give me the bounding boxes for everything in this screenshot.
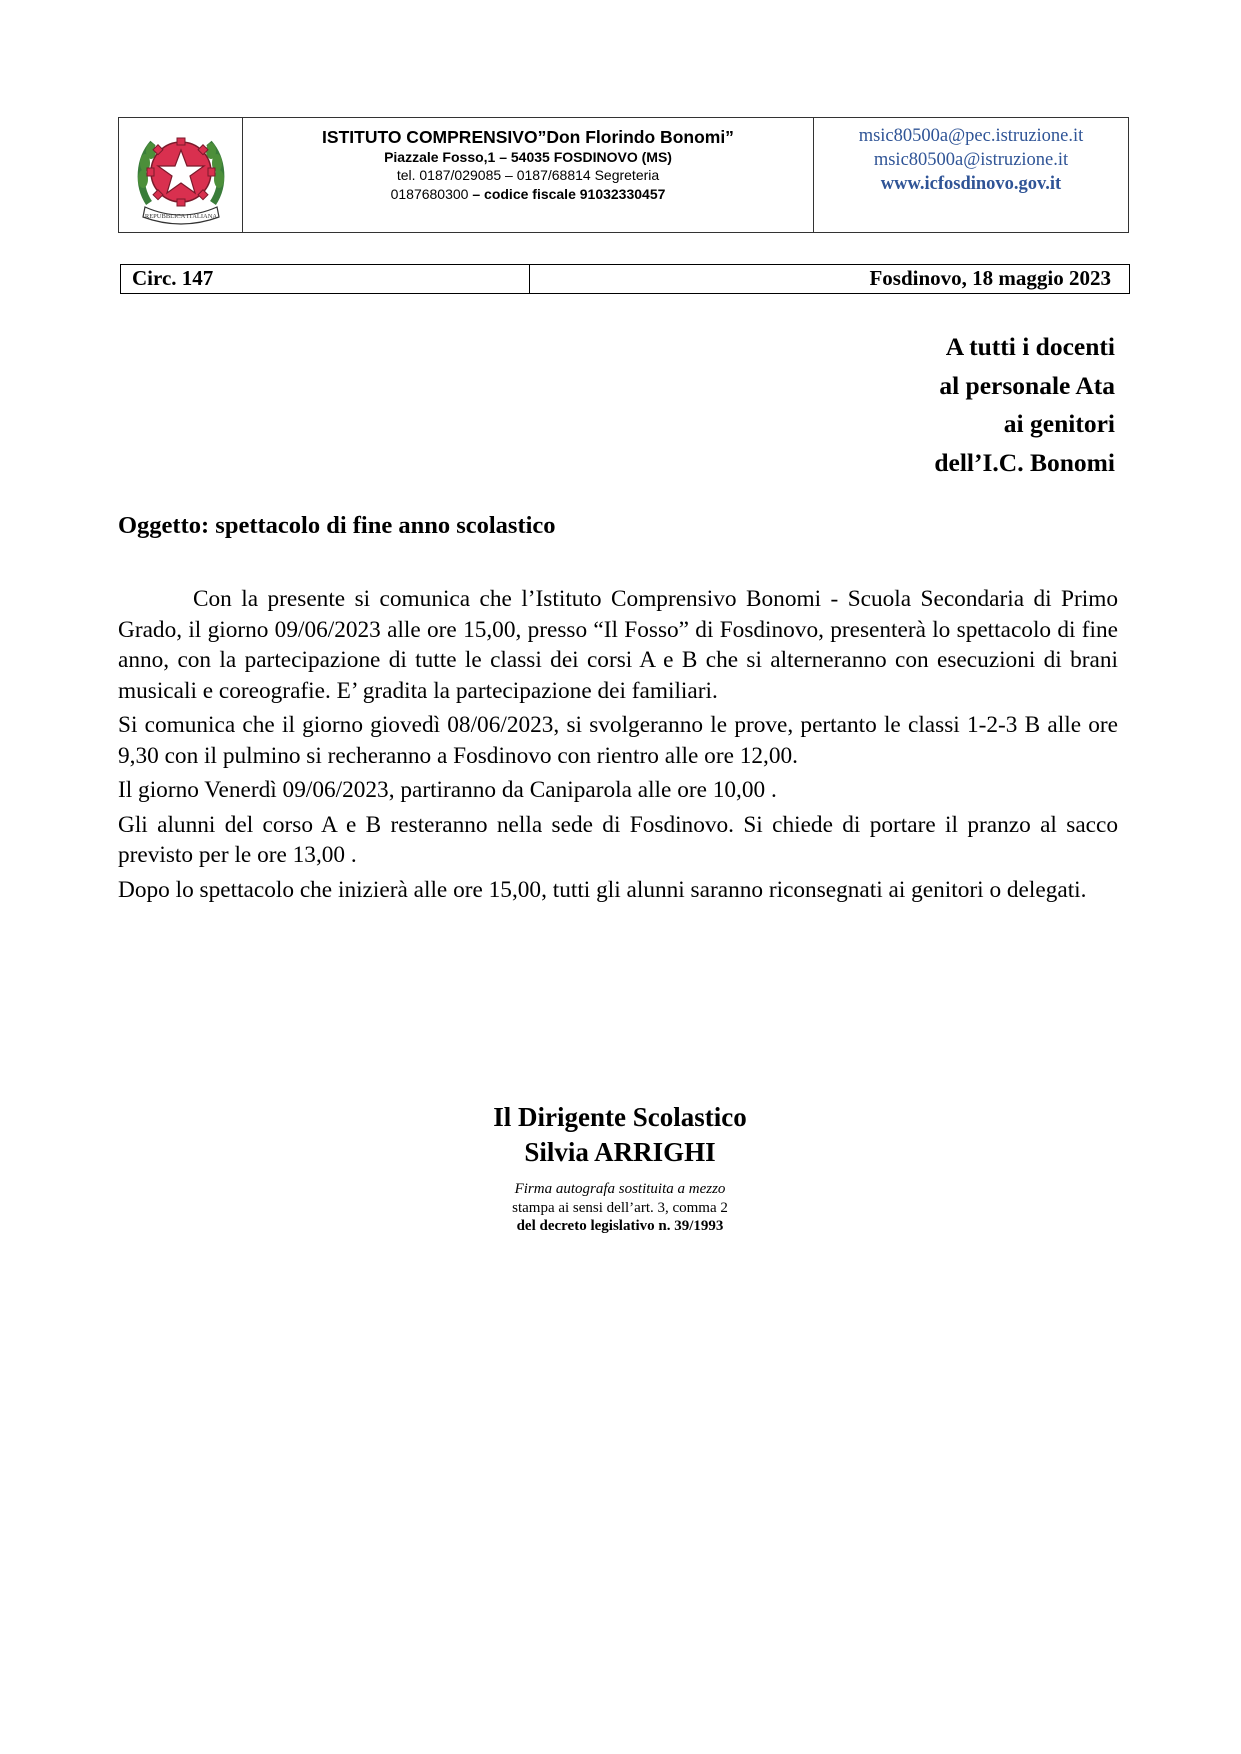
signature-note (420, 1180, 820, 1236)
signature-block (420, 1100, 820, 1236)
paragraph: Con la presente si comunica che l’Istituto Comprensivo Bonomi - Scuola Secondaria di Primo Grado, il giorno 09/06/2023 alle ore 15,00, presso “Il Fosso” di Fosdinovo, presenterà lo spettacolo di fine anno, con la partecipazione di tutte le classi dei corsi A e B che si alterneranno con esecuzioni di brani musicali e coreografie. E’ gradita la partecipazione dei familiari. (118, 586, 1118, 704)
institute-name: ISTITUTO COMPRENSIVO”Don Florindo Bonomi” (322, 127, 734, 147)
paragraph: Si comunica che il giorno giovedì 08/06/2023, si svolgeranno le prove, pertanto le classi 1-2-3 B alle ore 9,30 con il pulmino si recheranno a Fosdinovo con rientro alle ore 12,00. (118, 712, 1118, 769)
signature-note-line: del decreto legislativo n. 39/1993 (516, 1218, 724, 1234)
pec-email-link[interactable]: msic80500a@pec.istruzione.it (858, 126, 1084, 146)
institute-phone: tel. 0187/029085 – 0187/68814 Segreteria (396, 167, 660, 183)
emblem-ribbon-text: REPUBBLICA ITALIANA (144, 213, 217, 220)
fiscal-code: – codice fiscale 91032330457 (472, 186, 666, 202)
letterhead (118, 117, 1129, 233)
recipient-line: A tutti i docenti (945, 332, 1115, 361)
paragraph: Dopo lo spettacolo che inizierà alle ore 15,00, tutti gli alunni saranno riconsegnati ai genitori o delegati. (118, 876, 1087, 903)
email-link[interactable]: msic80500a@istruzione.it (873, 150, 1069, 170)
signer-title: Il Dirigente Scolastico (493, 1102, 747, 1132)
recipient-line: dell’I.C. Bonomi (934, 447, 1115, 477)
recipient-line: ai genitori (1003, 409, 1115, 438)
place-date: Fosdinovo, 18 maggio 2023 (869, 266, 1111, 290)
paragraph: Gli alunni del corso A e B resteranno nella sede di Fosdinovo. Si chiede di portare il pranzo al sacco previsto per le ore 13,00 . (118, 811, 1118, 868)
recipient-line: al personale Ata (939, 370, 1115, 400)
body-text (118, 584, 1118, 909)
subject: Oggetto: spettacolo di fine anno scolastico (118, 512, 556, 539)
signer-name: Silvia ARRIGHI (524, 1137, 716, 1167)
institute-fiscal (243, 185, 813, 204)
signature-note-line: stampa ai sensi dell’art. 3, comma 2 (512, 1199, 728, 1216)
institute-address: Piazzale Fosso,1 – 54035 FOSDINOVO (MS) (384, 149, 672, 165)
fiscal-prefix: 0187680300 (390, 186, 473, 202)
recipients (934, 328, 1115, 482)
contact-info (814, 118, 1128, 232)
circular-row (120, 264, 1130, 294)
institute-info (243, 118, 814, 232)
paragraph: Il giorno Venerdì 09/06/2023, partiranno da Caniparola alle ore 10,00 . (118, 777, 777, 803)
emblem-cell (119, 118, 243, 232)
signature-note-line: Firma autografa sostituita a mezzo (514, 1181, 726, 1197)
website-link[interactable]: www.icfosdinovo.gov.it (880, 174, 1062, 194)
republic-emblem-icon (131, 125, 231, 225)
circular-number: Circ. 147 (121, 265, 530, 293)
